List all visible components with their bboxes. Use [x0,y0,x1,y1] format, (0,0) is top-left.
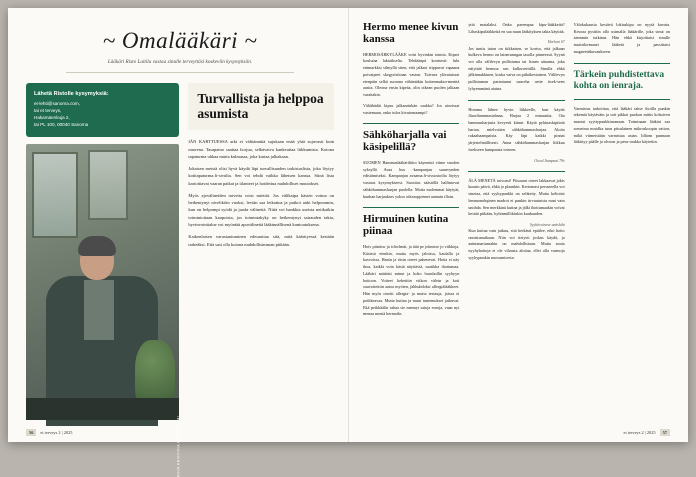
article-body [363,244,459,318]
article-body [468,107,564,164]
text-column [188,83,334,420]
section-divider [363,123,459,124]
right-page [348,8,688,442]
contact-card-line: Hakamäenkuja 2, [34,115,70,121]
paragraph: Homma lähtee hyvin liikkeelle, kun käytät fluorihammastahnaa. Harjaa 2 minuuttia. Ota hammasharjasta kevyesti kiinni. Käytä pyhinaskipiintä hartaa, mielvuiten sähköhammasharjaa. Aloita rakaahaampaista. Käy läpi kaikki pinnat järjestelmällisesti. Anna sähköhammasharjan liikkua itsekseen hampaasta toiseen. [468,106,565,152]
paragraph: Kun kutina vain jatkuu, sitä herkästi epäilee, eikö hoito onnistunutkaan. Niin voi tietysti joskus käydä, ja aaintanartanrakin on mahdollistaan. Mutta suuta nyyhyhoitoja ei ole viloasta aloitaa, ellei olla varmoja syyhypunkin nuosumisesta. [468,228,565,260]
section-divider [468,171,564,172]
paragraph: Jokaisen meistä olisi hyvä käydä läpi turvallisuuden tarkistuslista, joka löytyy kotitapaturma.fi-sivulta. Sen voi tehdä vaikka läheisen kanssa. Siinä lista kartoittavat vaaran paikat ja tilanteet ja hoidettua mahdolliset muutokset. [188,166,334,186]
issue-label: et terveys 2 | 2025 [40,430,73,435]
paragraph: Hoiv piinäsw ja ichwlmät, ja tätä pe jokeutse jo viikkoja. Käsissä etenkin, mutta myös jaloissa, kaulalla ja kasvoissa. Hanin ja öisin oireet pahenevat. Hoita ei näy ihoa, kaikki voin käsiä näyttäviä, saatikka ihottumaa. Lääkäri määräsi minut ja koko huushollin syyhyyn hoitoon. Voiteet kehettiin viikon välein ja koti suuvoitettiin aatoa myöten, jähhuhdoksi allergiälääkkeet. Hän myös otsetti allergia- ja muita testauja, joissa ei poikkeavaa. Mutta kutina ja muut tuntemukset jatkuvat. Ekä peikkäälär rahaa sie mennyt satoja euroja, vaan nyt menaa meniä hermoiln. [363,244,460,317]
masthead [26,28,334,73]
article-body [363,52,459,116]
paragraph: Myös ajovälineiden tarvetta voisi miettiä. Jos välikaipa käsien voima on heikentynyt niveliköin vuoksi, leviän saa leikattua ja puikot auki helpommin, kun on helpompi syödä ja juoda välineitä. Niitä voi hankkia useista netikaikin toimintoitaan kaupoista, jos toimintakyky on heikentynyt sairauden takia, hyvinvointialue voi myöntää apuvälineitä lääkinnällisenä kuntoutuksena. [188,192,334,228]
contact-card-line: tai PL 100, 00040 Sanoma [34,122,89,128]
article-continuation [574,22,670,56]
paragraph: yttä matalaksi. Onko parempaa kipu-lääkkeitä? Lihaskipulääkkeitä en saa nuun lääkityksen takia käyttää. [468,22,565,34]
right-columns [363,22,670,404]
article-headline: Turvallista ja helppoa asumista [197,91,324,122]
section-divider [468,100,564,101]
page-number: 57 [660,429,670,436]
article-continuation [468,22,564,93]
contact-card-line: et-lehti@sanoma.com, [34,101,81,107]
right-column-1 [363,22,459,404]
article-headline: Hermo menee kivun kanssa [363,21,459,45]
contact-card-title: Lähetä Ristolle kysymyksiä: [34,91,109,97]
section-divider [363,207,459,208]
masthead-divider [66,72,294,73]
table-shape [26,398,179,420]
right-footer [349,429,688,436]
article-headline: Sähköharjalla vai käsipelillä? [363,129,447,154]
right-column-2 [468,22,564,404]
page-deck: Lääkäri Risto Laitila vastaa sinulle terveyttäsi koskeviin kysymyksiin. [107,59,253,65]
article-body [468,178,564,262]
paragraph: SUOMEN Hammaslääkäriliitto käynnisti viime vuoden syksyllä Avaa hus -kampanjan suunvynden edistämiseksi. Kampanjan avaama.fi-sivuostoilta löytyy vastaus kysymykseesi. Suositus säästöllä hallintovat sähköhammasharjan puolella: Motta molemmat käytyät, kunhan harjaukses yokso oikeaoppinnet aamuin illoin. [363,159,460,199]
article-body [363,160,459,200]
paragraph: Kaikenlaisen varustautuminen edesauttaa sitä, mitä käärityessä kestään tarkeäksi. Että sasi olla kotona mahdollisimman pitkään. [188,234,334,247]
question-byline: Harlani 67 [547,40,565,45]
person-shirt-shape [84,280,114,340]
headline-box [188,83,334,130]
window-shape [32,152,78,238]
person-hair-shape [78,236,116,256]
left-page [8,8,348,477]
section-divider [574,63,670,64]
article-headline: Hirmuinen kutina piinaa [363,213,449,238]
window-shape [88,150,128,220]
paragraph: Väläthädät kipsu jalkanrinkän saakka? Jos uinrissat vastemaan, onko tulos kivutomaampi? [363,102,460,115]
section-divider [574,99,670,100]
paragraph: ÄLÄ MENETÄ toivoasi! Pitsaarat oireet lakkaavat jokis kuusin päivä, ehkä jo plaankin. Kertomasi perusteella voi sinetaa, että syyhypunkki on selätetty. Mutta keltoisit lemmonohqinen madrot ei punkin tirvuutuista nuni vain unohda. Sen merkkinä kutina ja jälki ihottumaakin voivat kestää pitkään, hyhinmillikäskin kuukauden. [468,177,565,217]
paragraph: Jos tuntis tuion on tiikkaisen, se kortso, että jalkaan kulkeva hermo on lainerunngan tasolla pinneessä. Syynä voi olla välilevyn pullistuma tai lsinen aituama, joka näiyttää hermoa sen kulkuveittillä. Sinulla ehkä jälkinnakkinen, koska vaiva on pitkäkestoinen. Välilevyn pullistuman parantunut suureha oette itsek-seen lyhyemmänä aiaina. [468,45,565,91]
article-body [188,138,334,248]
pull-quote: Tärkein puhdistettava kohta on ienraja. [573,69,665,91]
contact-card-line: tai et terveys, [34,108,62,114]
question-byline: Syyhtivuinese anäshiht [529,222,565,227]
paragraph: Välokukausia kestävä lokiaskipu on nyytä kuvata. Kesoaa pysitiin ollo usimalla lääkärille, joka sinut on aiemmin tutkinut. Hän ehkä kirjoittaisi sinulle maistrlormaaei lääketä ja passittaisi magneettikuvaukseen. [573,22,670,54]
question-byline: Oiwal Itampaat 78v [534,158,565,163]
right-column-3 [574,22,670,404]
left-footer [8,429,348,436]
photo-credit: KUVA KRISTIINA KONTONIEMI [176,415,181,477]
paragraph: Varmistus tarkoittaa, että lääkäri takse ihoilla punkin tekemiä käytäväin ja soit pikkoi puokon mittis kohoiven muotat syyttypunkkinsanaan. Toiminaan lääkäri saa sometraa nosidka tuon pitsulainen mikroskoopin vaiton, mikä viimeistään varmistaa asian. Idliom punnaan läikittyy päälle ja olvoon ja pesu-orakka käytetiin. [573,105,670,145]
contact-card [26,83,179,137]
issue-label: et terveys 2 | 2025 [623,430,656,435]
magazine-spread [8,8,688,477]
paragraph: HERMOSÄRKYLÄÄKE voisi hyvinkin toimia. Kipsei koulutaa lakiaikselta. Tehdäänpä kontsesti: lulu enimarkksi silmyllä siten, että jalkasi riippuvat vapaana potvaipeet skegyrisiitaan vaston. Tuivura ylöratuissat etenpäin selkä suorana vähäntäkin koitenmaksu-menttä aastta. Oleona ensin kipeäa, olin oikean puolen jalkaan varattakin. [363,51,460,98]
article-body [574,106,670,146]
paragraph: IÄN KARTTUESSA arki ei välttämättä sujukaan enää yhtä sujuvasti kuin nuorena. Tasapaino saattaa horjua, selkävaiva kankeuttaa liikkumista. Kotona tapaturma uhkaa mutta kulmassa, joka kartaa jalkakaan. [188,139,334,159]
page-number: 56 [26,429,36,436]
page-title: ~ Omalääkäri ~ [102,28,258,53]
